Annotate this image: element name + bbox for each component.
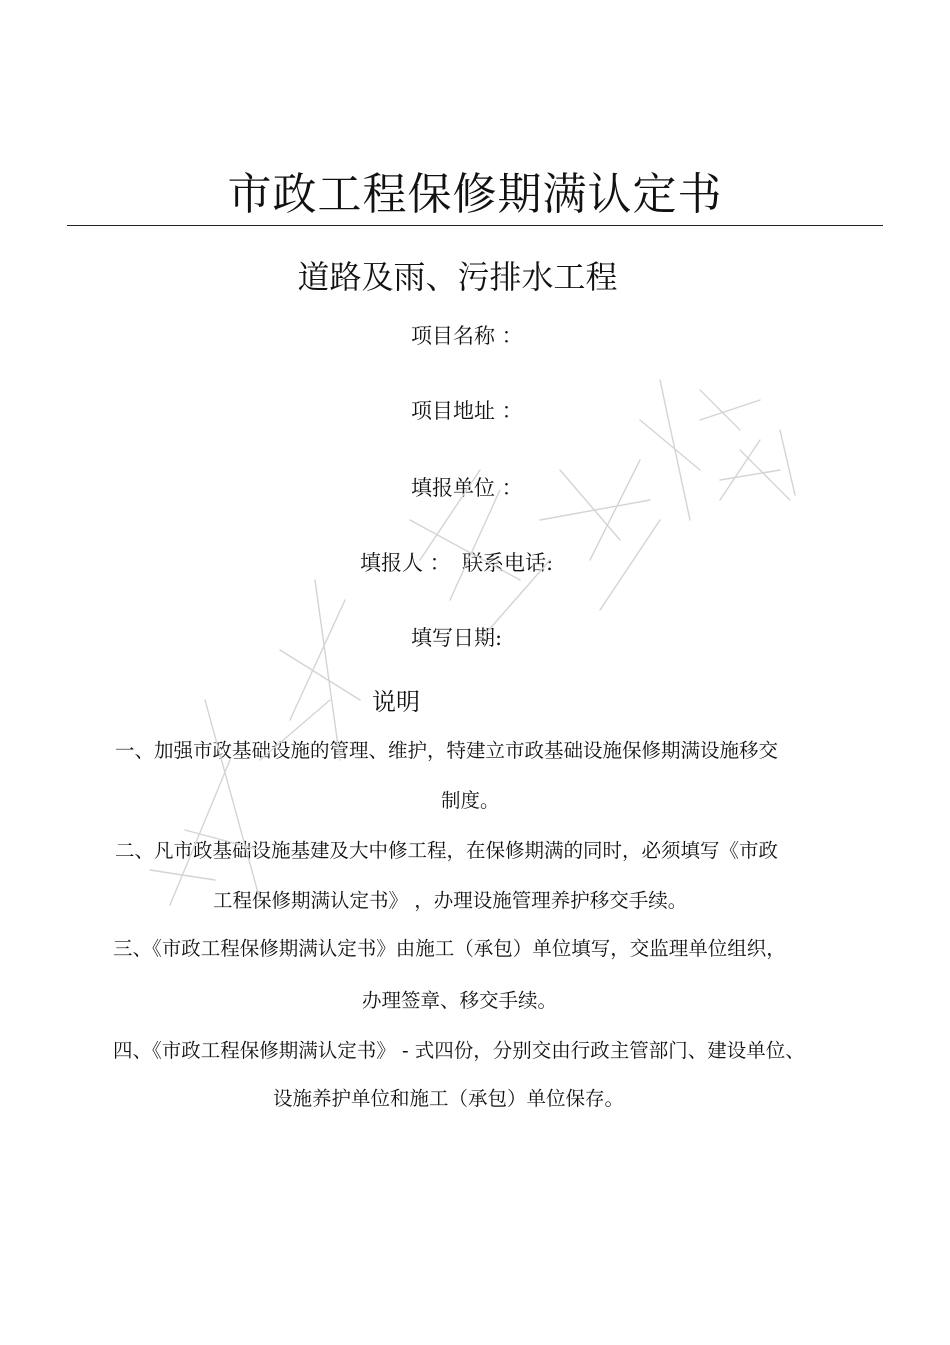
note-1-line-2: 制度。 (441, 789, 500, 812)
reporting-unit-label: 填报单位 ： (411, 476, 523, 500)
note-1-line-1: 一、加强市政基础设施的管理、维护，特建立市政基础设施保修期满设施移交 (115, 739, 779, 762)
notes-heading: 说明 (372, 688, 420, 716)
title-divider (67, 225, 883, 226)
note-4-line-2: 设施养护单位和施工（承包）单位保存。 (273, 1087, 625, 1110)
document-subtitle: 道路及雨、污排水工程 (297, 258, 618, 296)
note-2-line-1: 二、凡市政基础设施基建及大中修工程，在保修期满的同时，必须填写《市政 (115, 839, 779, 862)
note-3-line-1: 三、《市政工程保修期满认定书》由施工（承包）单位填写，交监理单位组织， (113, 937, 786, 960)
project-name-label: 项目名称 ： (411, 324, 523, 348)
note-3-line-2: 办理签章、移交手续。 (362, 989, 558, 1012)
reporter-label: 填报人 ： (360, 551, 451, 575)
project-address-label: 项目地址 ： (411, 399, 523, 423)
fill-date-label: 填写日期: (411, 626, 503, 650)
contact-phone-label: 联系电话: (462, 551, 554, 575)
note-4-line-1: 四、《市政工程保修期满认定书》 - 式四份，分别交由行政主管部门、建设单位、 (113, 1039, 805, 1062)
document-title: 市政工程保修期满认定书 (227, 169, 723, 220)
note-2-line-2: 工程保修期满认定书》 ，办理设施管理养护移交手续。 (213, 889, 688, 912)
